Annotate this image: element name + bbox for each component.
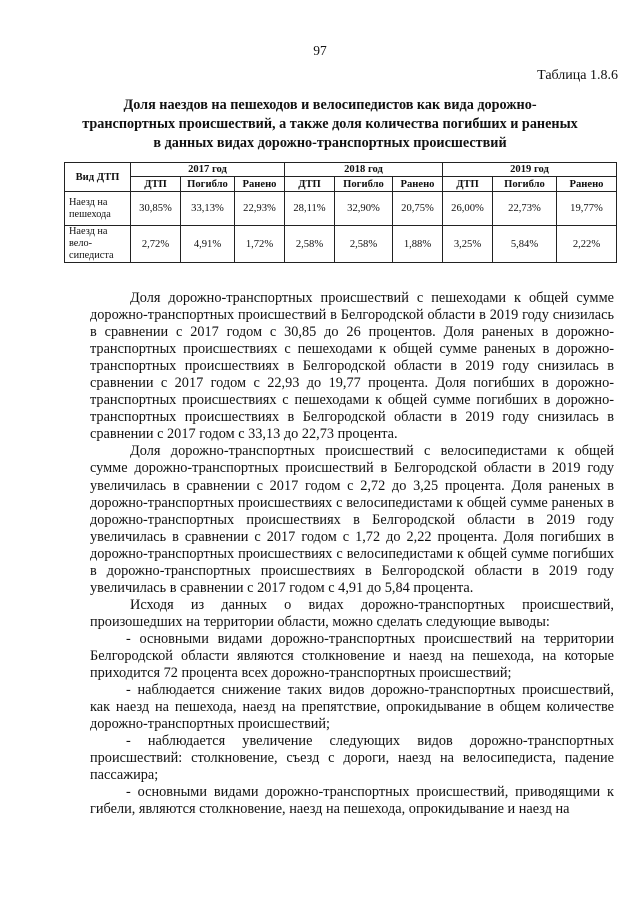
row-header: Вид ДТП xyxy=(65,163,131,192)
bullet-item: - наблюдается увеличение следующих видов дорожно-транспортных происшествий: столкновение, съезд с дороги, наезд на велосипедиста, падение пассажира; xyxy=(90,733,614,784)
table-cell: 5,84% xyxy=(493,226,557,263)
subheader-injured: Ранено xyxy=(557,177,617,192)
table-cell: 2,58% xyxy=(335,226,393,263)
table-cell: 2,22% xyxy=(557,226,617,263)
subheader-killed: Погибло xyxy=(335,177,393,192)
table-cell: 20,75% xyxy=(393,192,443,226)
table-cell: 4,91% xyxy=(181,226,235,263)
subheader-injured: Ранено xyxy=(393,177,443,192)
bullet-item: - наблюдается снижение таких видов дорожно-транспортных происшествий, как наезд на пешехода, наезд на препятствие, опрокидывание в общем количестве дорожно-транспортных происшествий; xyxy=(90,682,614,733)
table-cell: 22,93% xyxy=(235,192,285,226)
table-row xyxy=(65,226,617,263)
table-cell: 2,72% xyxy=(131,226,181,263)
table-cell: 2,58% xyxy=(285,226,335,263)
row-label: Наезд на пешехода xyxy=(65,192,131,226)
year-header-2018: 2018 год xyxy=(285,163,443,177)
table-row xyxy=(65,192,617,226)
paragraph: Исходя из данных о видах дорожно-транспортных происшествий, произошедших на территории области, можно сделать следующие выводы: xyxy=(90,596,614,630)
table-label: Таблица 1.8.6 xyxy=(537,68,618,83)
paragraph: Доля дорожно-транспортных происшествий с пешеходами к общей сумме дорожно-транспортных происшествий в Белгородской области в 2019 году снизилась в сравнении с 2017 годом с 30,85 до 26 процентов. Доля раненых в дорожно-транспортных происшествиях с пешеходами к общей сумме раненых в дорожно-транспортных происшествиях в Белгородской области в 2019 году снизилась в сравнении с 2017 годом с 22,93 до 19,77 процента. Доля погибших в дорожно-транспортных происшествиях с пешеходами к общей сумме погибших в дорожно-транспортных происшествиях в Белгородской области в 2019 году снизилась в сравнении с 2017 годом с 33,13 до 22,73 процента. xyxy=(90,290,614,443)
table-cell: 30,85% xyxy=(131,192,181,226)
table-cell: 3,25% xyxy=(443,226,493,263)
table-cell: 33,13% xyxy=(181,192,235,226)
subheader-dtp: ДТП xyxy=(443,177,493,192)
subheader-killed: Погибло xyxy=(493,177,557,192)
year-header-2019: 2019 год xyxy=(443,163,617,177)
page-number: 97 xyxy=(313,43,327,58)
bullet-item: - основными видами дорожно-транспортных происшествий, приводящими к гибели, являются столкновение, наезд на пешехода, опрокидывание и наезд на xyxy=(90,784,614,818)
subheader-dtp: ДТП xyxy=(285,177,335,192)
table-cell: 1,88% xyxy=(393,226,443,263)
row-label: Наезд на вело-сипедиста xyxy=(65,226,131,263)
body-text xyxy=(90,290,614,818)
subheader-injured: Ранено xyxy=(235,177,285,192)
table-cell: 32,90% xyxy=(335,192,393,226)
table-cell: 1,72% xyxy=(235,226,285,263)
table-cell: 22,73% xyxy=(493,192,557,226)
table-cell: 26,00% xyxy=(443,192,493,226)
subheader-dtp: ДТП xyxy=(131,177,181,192)
paragraph: Доля дорожно-транспортных происшествий с велосипедистами к общей сумме дорожно-транспортных происшествий в Белгородской области в 2019 году увеличилась в сравнении с 2017 годом с 2,72 до 3,25 процента. Доля раненых в дорожно-транспортных происшествиях с велосипедистами к общей сумме раненых в дорожно-транспортных происшествиях в Белгородской области в 2019 году увеличилась в сравнении с 2017 годом с 1,72 до 2,22 процента. Доля погибших в дорожно-транспортных происшествиях с велосипедистами к общей сумме погибших в дорожно-транспортных происшествиях в Белгородской области в 2019 году увеличилась в сравнении с 2017 годом с 4,91 до 5,84 процента. xyxy=(90,443,614,596)
table-cell: 19,77% xyxy=(557,192,617,226)
subheader-killed: Погибло xyxy=(181,177,235,192)
document-title: Доля наездов на пешеходов и велосипедистов как вида дорожно-транспортных происшествий, а также доля количества погибших и раненых в данных видах дорожно-транспортных происшествий xyxy=(82,97,578,151)
year-header-2017: 2017 год xyxy=(131,163,285,177)
bullet-item: - основными видами дорожно-транспортных происшествий на территории Белгородской области являются столкновение и наезд на пешехода, на которые приходится 72 процента всех дорожно-транспортных происшествий; xyxy=(90,630,614,682)
table-cell: 28,11% xyxy=(285,192,335,226)
statistics-table xyxy=(64,162,617,263)
